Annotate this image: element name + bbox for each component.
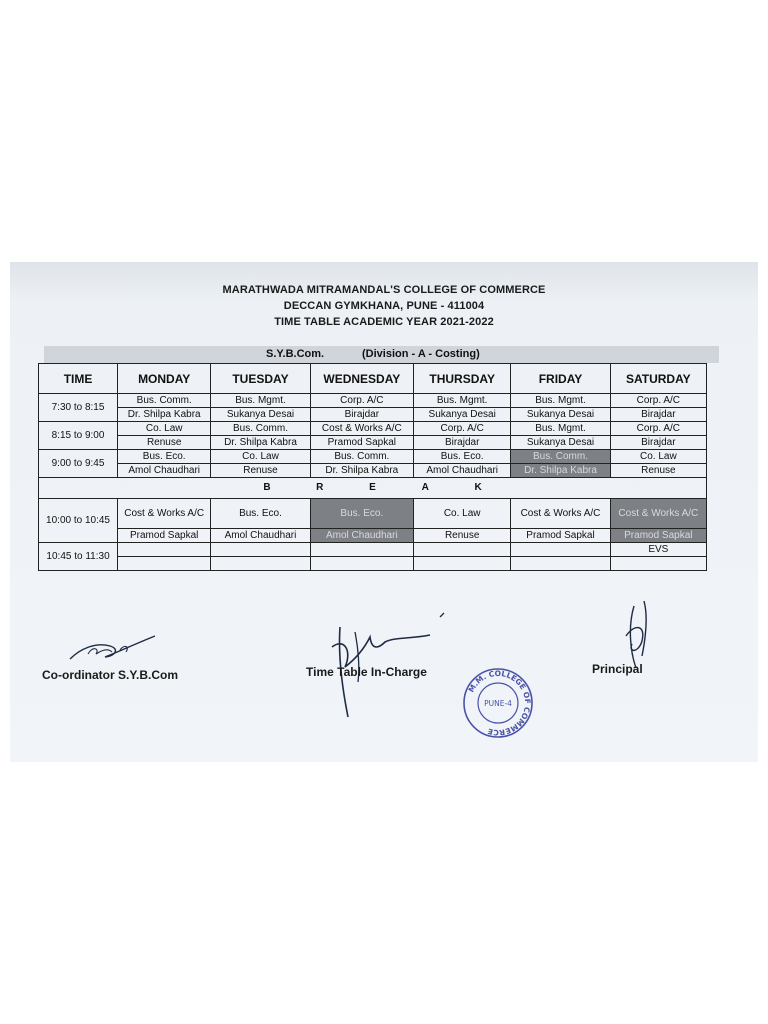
teacher-cell <box>610 557 706 571</box>
col-header-tuesday: TUESDAY <box>211 364 310 394</box>
teacher-cell <box>118 557 211 571</box>
teacher-cell: Amol Chaudhari <box>118 464 211 478</box>
subject-cell <box>414 543 511 557</box>
subject-cell <box>118 543 211 557</box>
break-row <box>39 478 707 499</box>
subject-cell: Corp. A/C <box>610 422 706 436</box>
teacher-cell: Renuse <box>211 464 310 478</box>
teacher-cell-highlighted: Pramod Sapkal <box>610 529 706 543</box>
incharge-label: Time Table In-Charge <box>306 665 427 679</box>
teacher-cell <box>211 557 310 571</box>
time-cell: 10:00 to 10:45 <box>39 499 118 543</box>
table-row <box>39 450 707 464</box>
teacher-cell: Renuse <box>610 464 706 478</box>
subject-cell: Corp. A/C <box>310 394 413 408</box>
teacher-cell: Birajdar <box>414 436 511 450</box>
subject-cell: Co. Law <box>610 450 706 464</box>
college-address: DECCAN GYMKHANA, PUNE - 411004 <box>283 300 485 312</box>
subject-cell: Bus. Mgmt. <box>211 394 310 408</box>
timetable-document <box>10 262 758 762</box>
coordinator-signature-mark <box>60 624 160 669</box>
teacher-cell <box>414 557 511 571</box>
subject-cell-highlighted: Bus. Eco. <box>310 499 413 529</box>
teacher-cell: Birajdar <box>610 408 706 422</box>
subject-cell: Bus. Mgmt. <box>511 422 610 436</box>
subject-cell: Bus. Mgmt. <box>414 394 511 408</box>
table-row <box>39 408 707 422</box>
teacher-cell: Sukanya Desai <box>511 436 610 450</box>
time-cell: 7:30 to 8:15 <box>39 394 118 422</box>
table-row <box>39 499 707 529</box>
table-row <box>39 557 707 571</box>
break-letter: E <box>369 482 376 493</box>
table-row <box>39 422 707 436</box>
teacher-cell: Birajdar <box>310 408 413 422</box>
teacher-cell: Amol Chaudhari <box>211 529 310 543</box>
subject-cell: Bus. Mgmt. <box>511 394 610 408</box>
teacher-cell: Dr. Shilpa Kabra <box>211 436 310 450</box>
teacher-cell: Sukanya Desai <box>511 408 610 422</box>
table-row <box>39 436 707 450</box>
subject-cell: Cost & Works A/C <box>310 422 413 436</box>
subject-cell: Cost & Works A/C <box>511 499 610 529</box>
class-name: S.Y.B.Com. <box>266 348 325 360</box>
class-bar <box>44 346 719 363</box>
subject-cell: Co. Law <box>211 450 310 464</box>
coordinator-label: Co-ordinator S.Y.B.Com <box>42 668 179 682</box>
break-letter: K <box>474 482 482 493</box>
teacher-cell-highlighted: Amol Chaudhari <box>310 529 413 543</box>
subject-cell: Corp. A/C <box>414 422 511 436</box>
col-header-wednesday: WEDNESDAY <box>310 364 413 394</box>
division-label: (Division - A - Costing) <box>362 348 480 360</box>
col-header-thursday: THURSDAY <box>414 364 511 394</box>
time-cell: 8:15 to 9:00 <box>39 422 118 450</box>
col-header-saturday: SATURDAY <box>610 364 706 394</box>
col-header-time: TIME <box>39 364 118 394</box>
timetable-grid <box>38 363 707 571</box>
teacher-cell: Pramod Sapkal <box>511 529 610 543</box>
break-letter: A <box>421 482 429 493</box>
break-letter: B <box>263 482 271 493</box>
teacher-cell: Sukanya Desai <box>414 408 511 422</box>
timetable-title: TIME TABLE ACADEMIC YEAR 2021-2022 <box>274 316 494 328</box>
subject-cell: Corp. A/C <box>610 394 706 408</box>
subject-cell: Co. Law <box>414 499 511 529</box>
college-name: MARATHWADA MITRAMANDAL'S COLLEGE OF COMMERCE <box>222 284 546 296</box>
teacher-cell: Dr. Shilpa Kabra <box>118 408 211 422</box>
subject-cell: Bus. Eco. <box>211 499 310 529</box>
subject-cell: Co. Law <box>118 422 211 436</box>
subject-cell <box>211 543 310 557</box>
teacher-cell: Pramod Sapkal <box>118 529 211 543</box>
break-cell <box>39 478 707 499</box>
subject-cell: Bus. Comm. <box>118 394 211 408</box>
subject-cell: Bus. Comm. <box>310 450 413 464</box>
teacher-cell: Sukanya Desai <box>211 408 310 422</box>
teacher-cell: Dr. Shilpa Kabra <box>310 464 413 478</box>
teacher-cell: Renuse <box>118 436 211 450</box>
table-row <box>39 529 707 543</box>
subject-cell-highlighted: Bus. Comm. <box>511 450 610 464</box>
subject-cell-highlighted: Cost & Works A/C <box>610 499 706 529</box>
teacher-cell: Pramod Sapkal <box>310 436 413 450</box>
teacher-cell: Renuse <box>414 529 511 543</box>
teacher-cell-highlighted: Dr. Shilpa Kabra <box>511 464 610 478</box>
table-row <box>39 543 707 557</box>
college-stamp <box>462 667 534 739</box>
subject-cell <box>511 543 610 557</box>
subject-cell: Bus. Eco. <box>414 450 511 464</box>
table-row <box>39 464 707 478</box>
table-row <box>39 394 707 408</box>
header-row <box>39 364 707 394</box>
time-cell: 10:45 to 11:30 <box>39 543 118 571</box>
stamp-outer-text: M.M. COLLEGE OF COMMERCE <box>466 668 533 738</box>
teacher-cell <box>511 557 610 571</box>
stamp-inner-text: PUNE-4 <box>484 699 512 708</box>
subject-cell: Cost & Works A/C <box>118 499 211 529</box>
col-header-friday: FRIDAY <box>511 364 610 394</box>
subject-cell <box>310 543 413 557</box>
break-letter: R <box>316 482 324 493</box>
document-header <box>10 282 758 330</box>
time-cell: 9:00 to 9:45 <box>39 450 118 478</box>
subject-cell: EVS <box>610 543 706 557</box>
teacher-cell: Amol Chaudhari <box>414 464 511 478</box>
subject-cell: Bus. Eco. <box>118 450 211 464</box>
subject-cell: Bus. Comm. <box>211 422 310 436</box>
col-header-monday: MONDAY <box>118 364 211 394</box>
teacher-cell: Birajdar <box>610 436 706 450</box>
teacher-cell <box>310 557 413 571</box>
principal-label: Principal <box>592 662 643 676</box>
